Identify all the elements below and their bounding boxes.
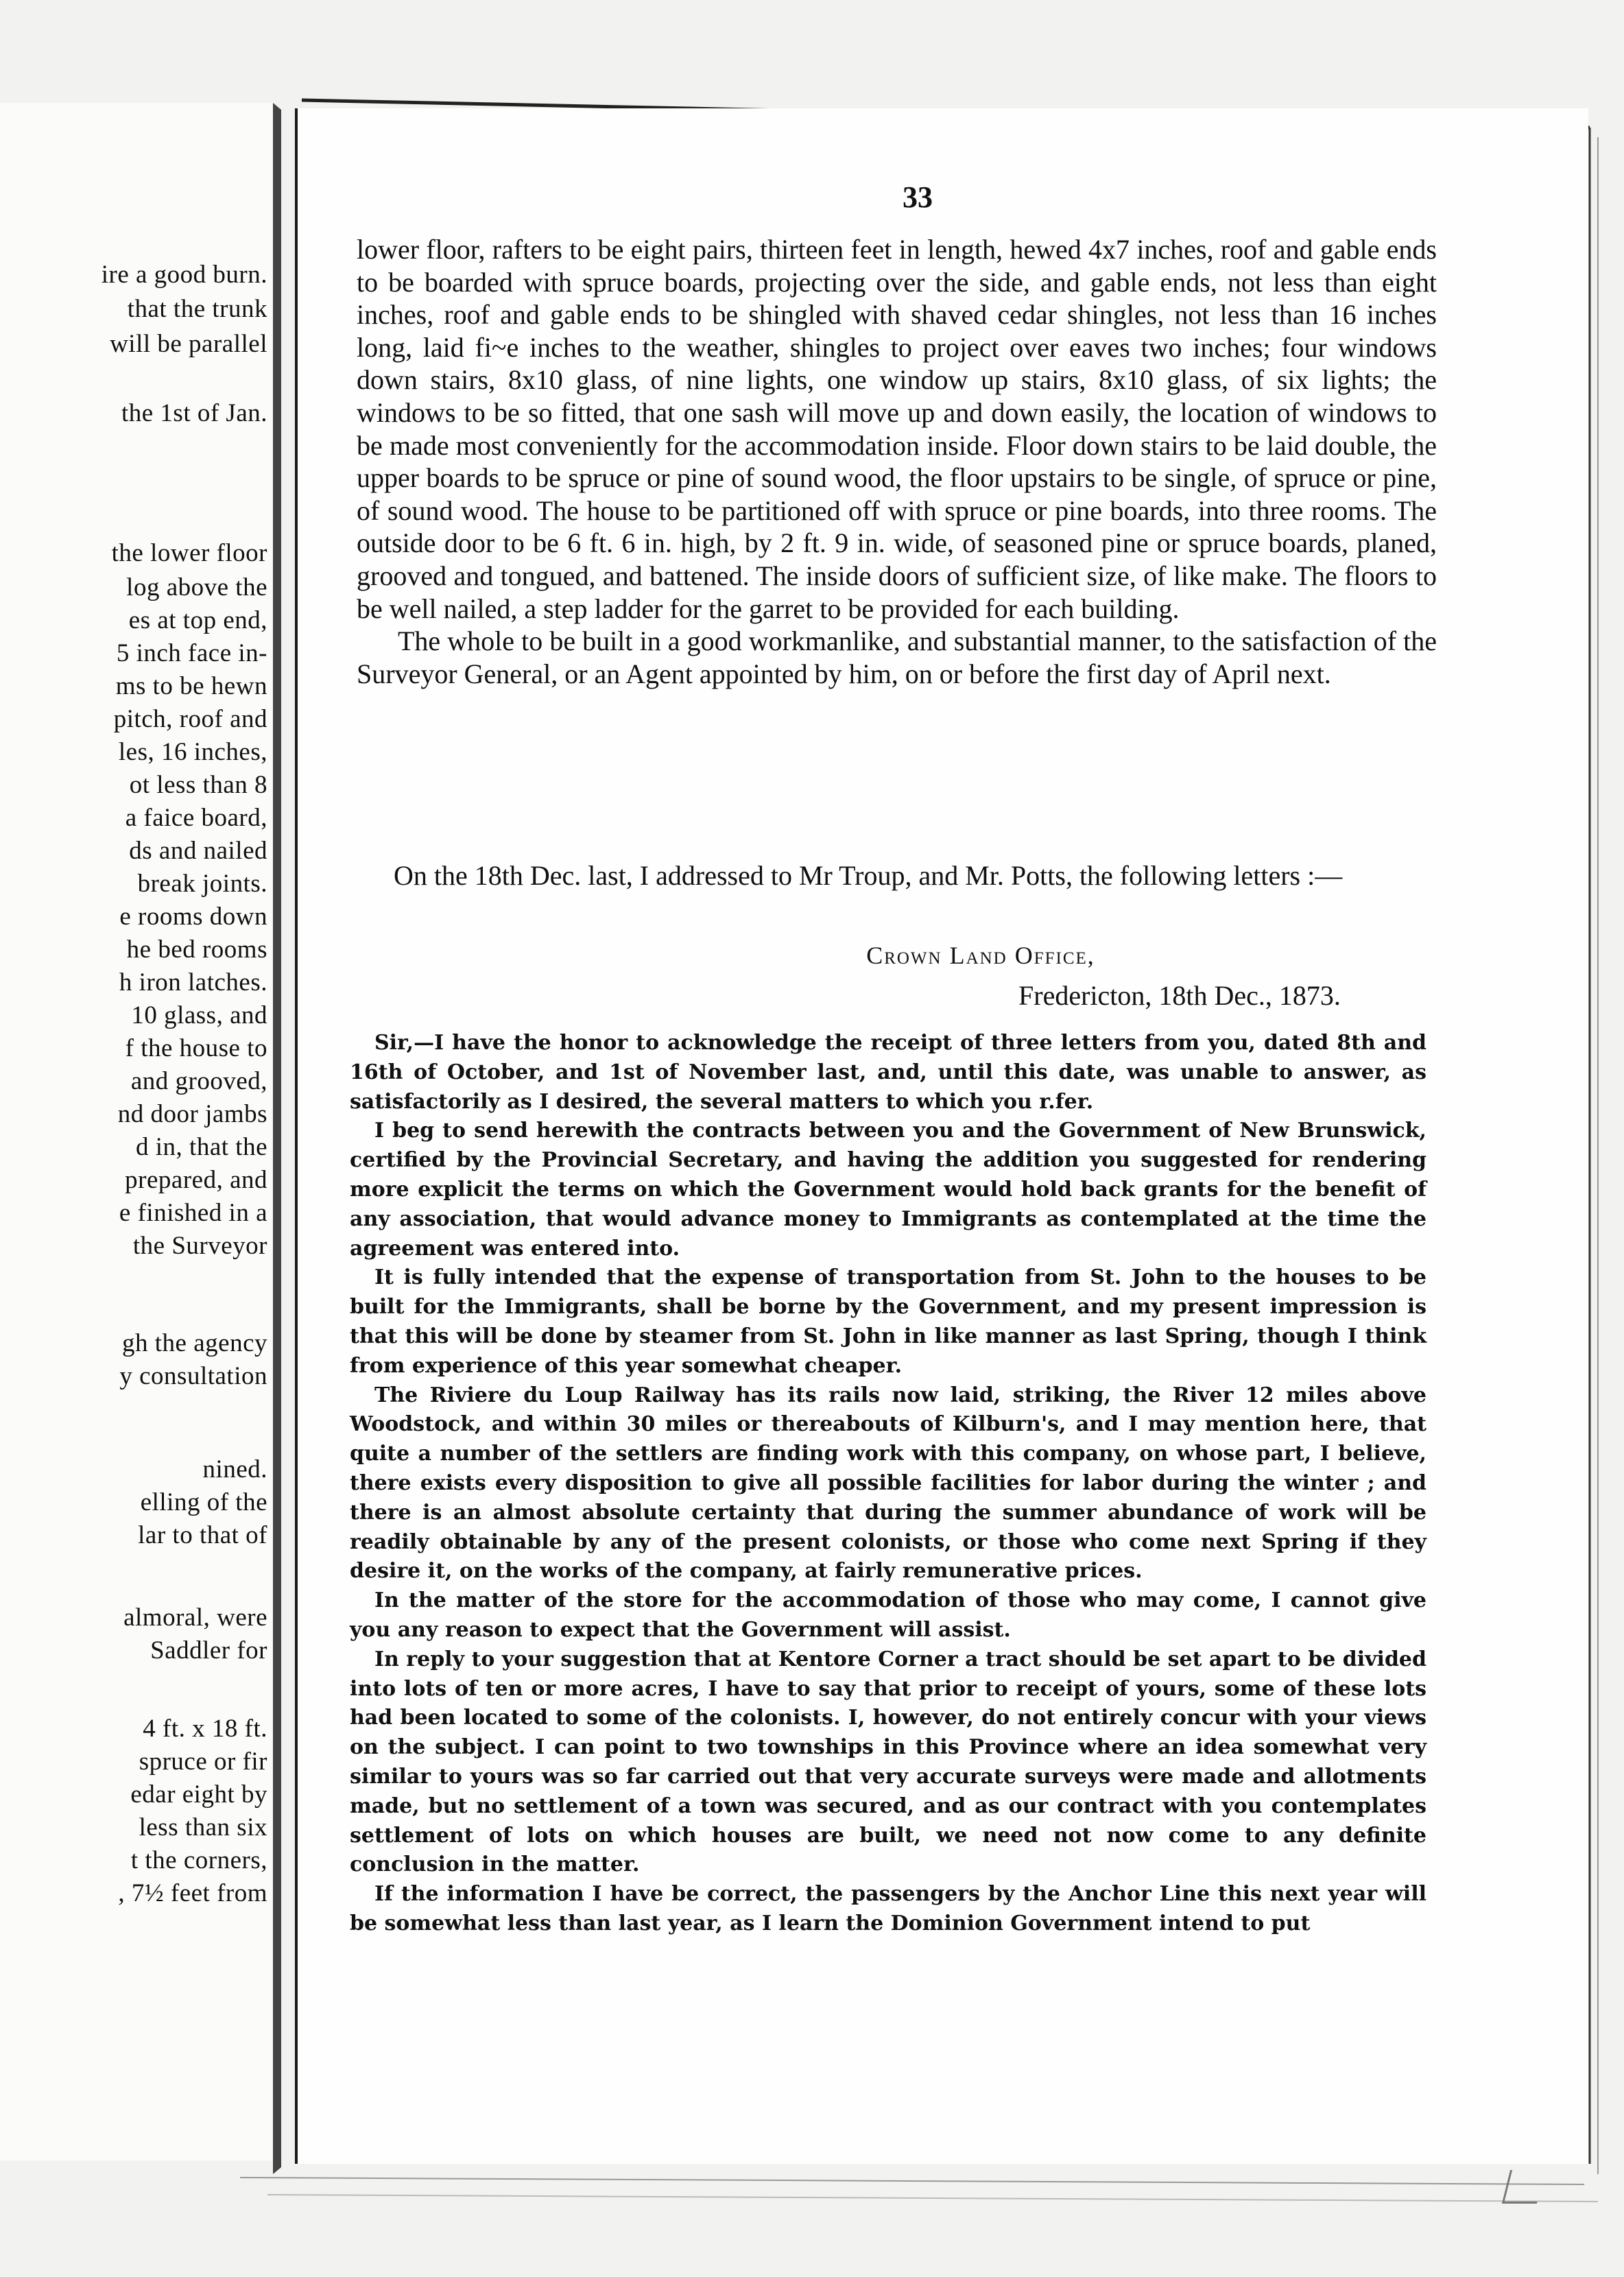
letter-paragraph: Sir,—I have the honor to acknowledge the receipt of three letters from you, dated 8th and 16th of October, and 1st of November last, and, until this date, was unable to answer, as satisfactorily as I desired, the several matters to which you r.fer.	[350, 1031, 1426, 1114]
letter-body	[350, 1029, 1426, 1939]
left-line: e rooms down	[119, 903, 267, 931]
left-line: ot less than 8	[129, 771, 267, 799]
left-line: pitch, roof and	[113, 705, 267, 733]
left-line: nd door jambs	[117, 1100, 267, 1128]
left-line: les, 16 inches,	[118, 738, 267, 766]
left-line: less than six	[139, 1813, 267, 1841]
left-line: the lower floor	[111, 539, 267, 567]
letter-paragraph: In reply to your suggestion that at Kentore Corner a tract should be set apart to be divided into lots of ten or more acres, I have to say that prior to receipt of yours, some of these lots had been located to some of the colonists. I, however, do not entirely concur with your views on the subject. I can point to two townships in this Province where an idea somewhat very similar to yours was so far carried out that very accurate surveys were made and allotments made, but no settlement of a town was secured, and as our contract with you contemplates settlement of lots on which houses are built, we need not now come to any definite conclusion in the matter.	[350, 1647, 1426, 1877]
left-line: ire a good burn.	[101, 261, 267, 289]
left-line: ms to be hewn	[115, 672, 267, 700]
left-line: log above the	[126, 573, 267, 601]
left-line: 4 ft. x 18 ft.	[143, 1715, 267, 1743]
left-line: he bed rooms	[126, 935, 267, 964]
left-line: h iron latches.	[119, 968, 267, 997]
page-number: 33	[903, 180, 933, 214]
letter-paragraph: It is fully intended that the expense of transportation from St. John to the houses to be built for the Immigrants, shall be borne by the Government, and my present impression is that this will be done by steamer from St. John in like manner as last Spring, though I think from experience of this year somewhat cheaper.	[350, 1265, 1426, 1378]
left-line: , 7½ feet from	[118, 1879, 267, 1907]
left-line: nined.	[202, 1455, 267, 1483]
letter-paragraph: The Riviere du Loup Railway has its rails now laid, striking, the River 12 miles above Woodstock, and within 30 miles or thereabouts of Kilburn's, and I may mention here, that quite a number of the settlers are finding work with this company, on whose part, I believe, there exists every disposition to give all possible facilities for labor during the winter ; and there is an almost absolute certainty that during the summer abundance of work will be readily obtainable by any of the present colonists, or those who come next Spring if they desire it, on the works of the company, at fairly remunerative prices.	[350, 1383, 1426, 1584]
left-line: that the trunk	[127, 295, 267, 323]
left-line: a faice board,	[125, 804, 267, 832]
previous-page-fragment	[0, 103, 273, 2160]
left-line: break joints.	[137, 870, 267, 898]
left-line: will be parallel	[110, 330, 267, 358]
left-line: almoral, were	[123, 1604, 267, 1632]
letter-paragraph: I beg to send herewith the contracts between you and the Government of New Brunswick, certified by the Provincial Secretary, and having the addition you suggested for rendering more explicit the terms on which the Government would hold back grants for the benefit of any association, that would advance money to Immigrants as contemplated at the time the agreement was entered into.	[350, 1119, 1426, 1261]
letter-paragraph: In the matter of the store for the accommodation of those who may come, I cannot give you any reason to expect that the Government will assist.	[350, 1588, 1426, 1642]
left-line: prepared, and	[125, 1166, 267, 1194]
letter-place-date: Fredericton, 18th Dec., 1873.	[1018, 980, 1341, 1011]
left-line: gh the agency	[122, 1329, 267, 1357]
left-line: ds and nailed	[129, 837, 267, 865]
left-line: spruce or fir	[139, 1748, 267, 1776]
left-line: the Surveyor	[132, 1232, 267, 1260]
specification-paragraph: lower floor, rafters to be eight pairs, thirteen feet in length, hewed 4x7 inches, roof and gable ends to be boarded with spruce boards, projecting over the side, and gable ends, not less than eight inches, roof and gable ends to be shingled with shaved cedar shingles, not less than 16 inches long, laid fi~e inches to the weather, shingles to project over eaves two inches; four windows down stairs, 8x10 glass, of nine lights, one window up stairs, 8x10 glass, of six lights; the windows to be so fitted, that one sash will move up and down easily, the location of windows to be made most conveniently for the accommodation inside. Floor down stairs to be laid double, the upper boards to be spruce or pine of sound wood, the floor upstairs to be single, of spruce or pine, of sound wood. The house to be partitioned off with spruce or pine boards, into three rooms. The outside door to be 6 ft. 6 in. high, by 2 ft. 9 in. wide, of seasoned pine or spruce boards, planed, grooved and tongued, and battened. The inside doors of sufficient size, of like make. The floors to be well nailed, a step ladder for the garret to be provided for each building.	[357, 234, 1437, 624]
letters-intro: On the 18th Dec. last, I addressed to Mr Troup, and Mr. Potts, the following letters :—	[394, 860, 1343, 891]
left-line: f the house to	[125, 1034, 267, 1062]
left-line: y consultation	[119, 1362, 267, 1390]
left-line: Saddler for	[150, 1636, 267, 1665]
left-line: e finished in a	[119, 1199, 267, 1227]
left-line: 10 glass, and	[131, 1001, 267, 1029]
left-line: the 1st of Jan.	[121, 399, 267, 427]
letter-paragraph: If the information I have be correct, the passengers by the Anchor Line this next year will be somewhat less than last year, as I learn the Dominion Government intend to put	[350, 1882, 1426, 1935]
left-line: d in, that the	[136, 1133, 267, 1161]
workmanship-paragraph: The whole to be built in a good workmanlike, and substantial manner, to the satisfaction of the Surveyor General, or an Agent appointed by him, on or before the first day of April next.	[357, 625, 1437, 689]
left-line: 5 inch face in-	[116, 639, 267, 667]
left-line: and grooved,	[130, 1067, 267, 1095]
left-line: es at top end,	[128, 606, 267, 634]
left-line: edar eight by	[130, 1780, 267, 1809]
letter-office-heading: Crown Land Office,	[866, 942, 1095, 969]
specification-text	[357, 233, 1437, 690]
left-line: elling of the	[140, 1488, 267, 1516]
left-line: lar to that of	[138, 1521, 267, 1549]
left-line: t the corners,	[130, 1846, 267, 1874]
